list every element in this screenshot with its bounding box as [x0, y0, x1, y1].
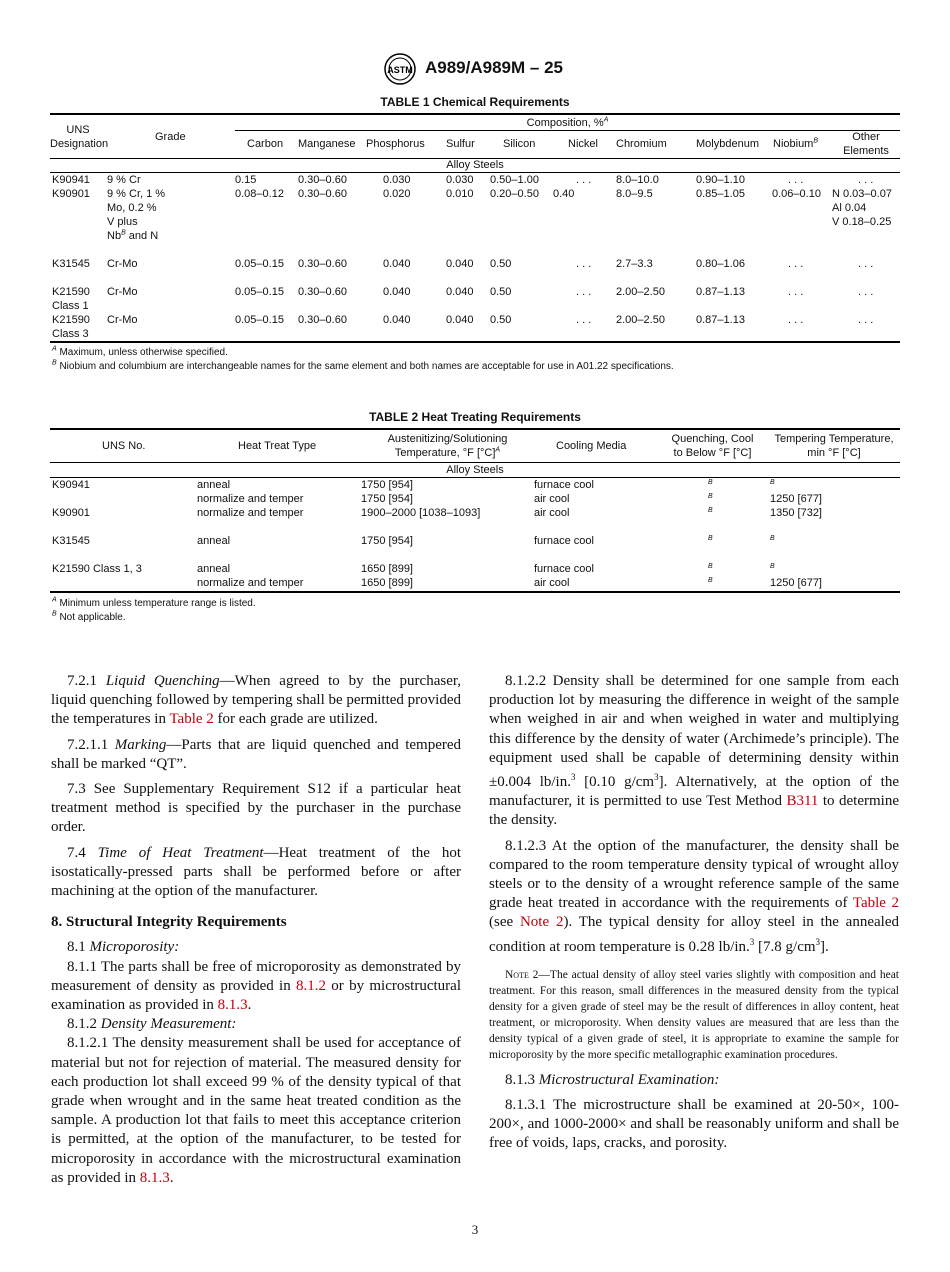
uns-designation: K21590 — [52, 286, 90, 298]
uns-number: K31545 — [52, 535, 90, 547]
link-table-2[interactable]: Table 2 — [852, 895, 899, 912]
header-other-elements: Other Elements — [843, 131, 889, 157]
grade: 9 % Cr — [107, 174, 141, 186]
sulfur-value: 0.040 — [446, 258, 474, 270]
quenching-temperature: B — [708, 493, 713, 500]
chromium-value: 2.00–2.50 — [616, 314, 665, 326]
table1-subgroup: Alloy Steels — [446, 159, 504, 171]
manganese-value: 0.30–0.60 — [298, 258, 347, 270]
page-number: 3 — [471, 1222, 479, 1237]
molybdenum-value: 0.90–1.10 — [696, 174, 745, 186]
link-b311[interactable]: B311 — [786, 793, 819, 810]
phosphorus-value: 0.040 — [383, 314, 411, 326]
austenitizing-temperature: 1750 [954] — [361, 535, 413, 547]
header-phosphorus: Phosphorus — [366, 138, 425, 150]
table2-footnotes — [52, 597, 256, 625]
link-note-2[interactable]: Note 2 — [519, 914, 564, 931]
table1-footnotes — [52, 346, 674, 374]
tempering-temperature: B — [770, 479, 775, 486]
carbon-value: 0.05–0.15 — [235, 286, 284, 298]
grade: Cr-Mo — [107, 286, 138, 298]
link-table-2[interactable]: Table 2 — [169, 711, 214, 728]
quenching-temperature: B — [708, 535, 713, 542]
grade: $Nb^B$ and N — [107, 229, 159, 242]
heat-treat-type: anneal — [197, 535, 231, 547]
header-silicon: Silicon — [503, 138, 536, 150]
table1-footnote-b: $^B$ Niobium and columbium are interchangeable names for the same element and both names are acceptable for use in A01.22 specifications. — [52, 359, 674, 372]
header-sulfur: Sulfur — [446, 138, 475, 150]
table2-footnote-b: $^B$ Not applicable. — [52, 610, 126, 623]
link-8-1-3[interactable]: 8.1.3 — [139, 1169, 170, 1186]
carbon-value: 0.08–0.12 — [235, 188, 284, 200]
niobium-value: . . . — [788, 174, 804, 186]
cooling-media: furnace cool — [534, 535, 594, 547]
t2-header-austenitizing: Austenitizing/Solutioning Temperature, °F $[^\circ C]^A$ — [387, 433, 508, 459]
table2-subgroup: Alloy Steels — [446, 464, 504, 476]
header-grade: Grade — [155, 131, 186, 143]
astm-logo-icon — [383, 52, 417, 86]
table1-footnote-a: $^A$ Maximum, unless otherwise specified. — [52, 345, 228, 358]
page-header — [0, 52, 950, 86]
chromium-value: 2.7–3.3 — [616, 258, 653, 270]
quenching-temperature: B — [708, 479, 713, 486]
para-7-4: 7.4 Time of Heat Treatment—Heat treatment of the hot isostatically-pressed parts shall be performed before or after machining at the option of the manufacturer. — [51, 844, 462, 900]
para-7-2-1: 7.2.1 Liquid Quenching—When agreed to by the purchaser, liquid quenching followed by tempering shall be permitted provided the temperatures in Table 2 for each grade are utilized. — [51, 673, 462, 728]
header-molybdenum: Molybdenum — [696, 138, 759, 150]
molybdenum-value: 0.80–1.06 — [696, 258, 745, 270]
para-8-1-3-1: 8.1.3.1 The microstructure shall be examined at 20-50×, 100-200×, and 1000-2000× and shall be reasonably uniform and shall be free of voids, laps, cracks, and porosity. — [489, 1097, 899, 1152]
table2-heat-treating-requirements — [50, 428, 900, 594]
header-composition: Composition, %$^A$ — [526, 116, 609, 129]
para-8-1-2: 8.1.2 Density Measurement: — [67, 1016, 237, 1033]
austenitizing-temperature: 1650 [899] — [361, 577, 413, 589]
niobium-value: . . . — [788, 258, 804, 270]
heat-treat-type: anneal — [197, 563, 231, 575]
phosphorus-value: 0.040 — [383, 258, 411, 270]
uns-designation: K90901 — [52, 188, 90, 200]
header-niobium: Niobium$^B$ — [773, 137, 819, 150]
note-2: Note 2—The actual density of alloy steel varies slightly with composition and heat treatment. For this reason, small differences in the measured density from the typical density for a given grade of steel may be the result of differences in alloy content, heat treatment, or microporosity. When density values are measured that are less than the density typical of a given grade of steel, it is appropriate to examine the sample for microporosity by the more specific metallographic examination procedures. — [489, 968, 899, 1061]
nickel-value: . . . — [576, 286, 592, 298]
phosphorus-value: 0.030 — [383, 174, 411, 186]
t2-header-type: Heat Treat Type — [238, 440, 317, 452]
nickel-value: . . . — [576, 174, 592, 186]
cooling-media: furnace cool — [534, 479, 594, 491]
phosphorus-value: 0.040 — [383, 286, 411, 298]
austenitizing-temperature: 1750 [954] — [361, 493, 413, 505]
tempering-temperature: B — [770, 563, 775, 570]
molybdenum-value: 0.85–1.05 — [696, 188, 745, 200]
table2-footnote-a: $^A$ Minimum unless temperature range is listed. — [52, 596, 256, 609]
sulfur-value: 0.010 — [446, 188, 474, 200]
header-carbon: Carbon — [247, 138, 284, 150]
cooling-media: air cool — [534, 493, 570, 505]
other-elements-value: . . . — [858, 258, 874, 270]
grade: Cr-Mo — [107, 314, 138, 326]
para-8-1-1: 8.1.1 The parts shall be free of microporosity as demonstrated by measurement of density as provided in 8.1.2 or by microstructural examination as provided in 8.1.3. — [51, 958, 461, 1014]
uns-designation: Class 3 — [52, 328, 89, 340]
niobium-value: . . . — [788, 314, 804, 326]
molybdenum-value: 0.87–1.13 — [696, 314, 745, 326]
header-uns: UNS Designation — [50, 124, 109, 150]
t2-header-cooling: Cooling Media — [556, 440, 627, 452]
t2-header-quenching: Quenching, Cool to Below °F [°C] — [671, 433, 754, 459]
section-8-heading: 8. Structural Integrity Requirements — [51, 914, 287, 931]
para-8-1-2-2: 8.1.2.2 Density shall be determined for one sample from each production lot by measuring the difference in weight of the sample when weighed in air and when weighed in water and multiplying this difference by the density of water (Archimede’s principle). The equipment used shall be capable of determining density within ±0.004 lb/in.$^3$ [0.10 $g/cm^3$]. Alternatively, at the option of the manufacturer, it is permitted to use Test Method B311 to determine the density. — [489, 673, 899, 829]
grade: 9 % Cr, 1 % — [107, 188, 166, 200]
grade: Mo, 0.2 % — [107, 202, 157, 214]
phosphorus-value: 0.020 — [383, 188, 411, 200]
carbon-value: 0.05–0.15 — [235, 258, 284, 270]
para-8-1-2-1: 8.1.2.1 The density measurement shall be used for acceptance of material but not for rejection of material. The measured density for each production lot shall exceed 99 % of the density typical of that grade when wrought and in the same heat treated condition as the sample. A production lot that fails to meet this acceptance criterion is permitted, at the option of the manufacturer, to be tested for microporosity in accordance with the microstructural examination as provided in 8.1.3. — [51, 1035, 461, 1186]
uns-designation: K90941 — [52, 174, 90, 186]
carbon-value: 0.05–0.15 — [235, 314, 284, 326]
other-elements-value: N 0.03–0.07 — [832, 188, 892, 200]
uns-number: K90941 — [52, 479, 90, 491]
other-elements-value: . . . — [858, 286, 874, 298]
austenitizing-temperature: 1900–2000 [1038–1093] — [361, 507, 481, 519]
sulfur-value: 0.030 — [446, 174, 474, 186]
uns-number: K21590 Class 1, 3 — [52, 563, 142, 575]
heat-treat-type: normalize and temper — [197, 577, 304, 589]
heat-treat-type: anneal — [197, 479, 231, 491]
heat-treat-type: normalize and temper — [197, 493, 304, 505]
table2-caption: TABLE 2 Heat Treating Requirements — [369, 410, 581, 424]
tempering-temperature: 1350 [732] — [770, 507, 822, 519]
austenitizing-temperature: 1650 [899] — [361, 563, 413, 575]
molybdenum-value: 0.87–1.13 — [696, 286, 745, 298]
nickel-value: . . . — [576, 314, 592, 326]
chromium-value: 2.00–2.50 — [616, 286, 665, 298]
manganese-value: 0.30–0.60 — [298, 314, 347, 326]
other-elements-value: V 0.18–0.25 — [832, 216, 892, 228]
silicon-value: 0.50–1.00 — [490, 174, 539, 186]
right-column — [489, 672, 899, 1160]
silicon-value: 0.50 — [490, 286, 512, 298]
tempering-temperature: 1250 [677] — [770, 493, 822, 505]
tempering-temperature: B — [770, 535, 775, 542]
other-elements-value: . . . — [858, 314, 874, 326]
header-nickel: Nickel — [568, 138, 598, 150]
manganese-value: 0.30–0.60 — [298, 174, 347, 186]
grade: V plus — [107, 216, 138, 228]
uns-number: K90901 — [52, 507, 90, 519]
cooling-media: air cool — [534, 507, 570, 519]
para-7-3: 7.3 See Supplementary Requirement S12 if a particular heat treatment method is specified by the purchaser in the purchase order. — [51, 781, 461, 836]
header-chromium: Chromium — [616, 138, 667, 150]
quenching-temperature: B — [708, 507, 713, 514]
nickel-value: 0.40 — [553, 188, 575, 200]
chromium-value: 8.0–10.0 — [616, 174, 659, 186]
quenching-temperature: B — [708, 577, 713, 584]
cooling-media: air cool — [534, 577, 570, 589]
svg-text:ASTM: ASTM — [387, 65, 413, 75]
para-8-1-2-3: 8.1.2.3 At the option of the manufacturer, the density shall be compared to the room temperature density typical of wrought alloy steels or to the density of a wrought reference sample of the same grade heat treated in accordance with the requirements of Table 2 (see Note 2). The typical density for alloy steel in the annealed condition at room temperature is 0.28 lb/in.$^3$ [7.8 $g/cm^3$]. — [489, 837, 899, 955]
other-elements-value: . . . — [858, 174, 874, 186]
cooling-media: furnace cool — [534, 563, 594, 575]
table1-chemical-requirements — [50, 113, 900, 343]
sulfur-value: 0.040 — [446, 314, 474, 326]
grade: Cr-Mo — [107, 258, 138, 270]
uns-designation: K21590 — [52, 314, 90, 326]
sulfur-value: 0.040 — [446, 286, 474, 298]
link-8-1-2[interactable]: 8.1.2 — [296, 977, 326, 994]
document-designation: A989/A989M – 25 — [425, 58, 563, 77]
manganese-value: 0.30–0.60 — [298, 286, 347, 298]
austenitizing-temperature: 1750 [954] — [361, 479, 413, 491]
t2-header-uns: UNS No. — [102, 440, 146, 452]
link-8-1-3[interactable]: 8.1.3 — [217, 997, 248, 1014]
silicon-value: 0.50 — [490, 258, 512, 270]
quenching-temperature: B — [708, 563, 713, 570]
table1-caption: TABLE 1 Chemical Requirements — [380, 95, 570, 109]
manganese-value: 0.30–0.60 — [298, 188, 347, 200]
niobium-value: 0.06–0.10 — [772, 188, 821, 200]
carbon-value: 0.15 — [235, 174, 257, 186]
para-7-2-1-1: 7.2.1.1 Marking—Parts that are liquid quenched and tempered shall be marked “QT”. — [51, 736, 461, 772]
para-8-1-3: 8.1.3 Microstructural Examination: — [505, 1071, 720, 1088]
t2-header-tempering: Tempering Temperature, min °F [°C] — [774, 433, 894, 459]
uns-designation: Class 1 — [52, 300, 89, 312]
heat-treat-type: normalize and temper — [197, 507, 304, 519]
tempering-temperature: 1250 [677] — [770, 577, 822, 589]
uns-designation: K31545 — [52, 258, 90, 270]
para-8-1: 8.1 Microporosity: — [67, 939, 180, 956]
nickel-value: . . . — [576, 258, 592, 270]
niobium-value: . . . — [788, 286, 804, 298]
left-column — [51, 672, 461, 1194]
chromium-value: 8.0–9.5 — [616, 188, 653, 200]
silicon-value: 0.50 — [490, 314, 512, 326]
other-elements-value: Al 0.04 — [832, 202, 867, 214]
silicon-value: 0.20–0.50 — [490, 188, 539, 200]
header-manganese: Manganese — [298, 138, 356, 150]
